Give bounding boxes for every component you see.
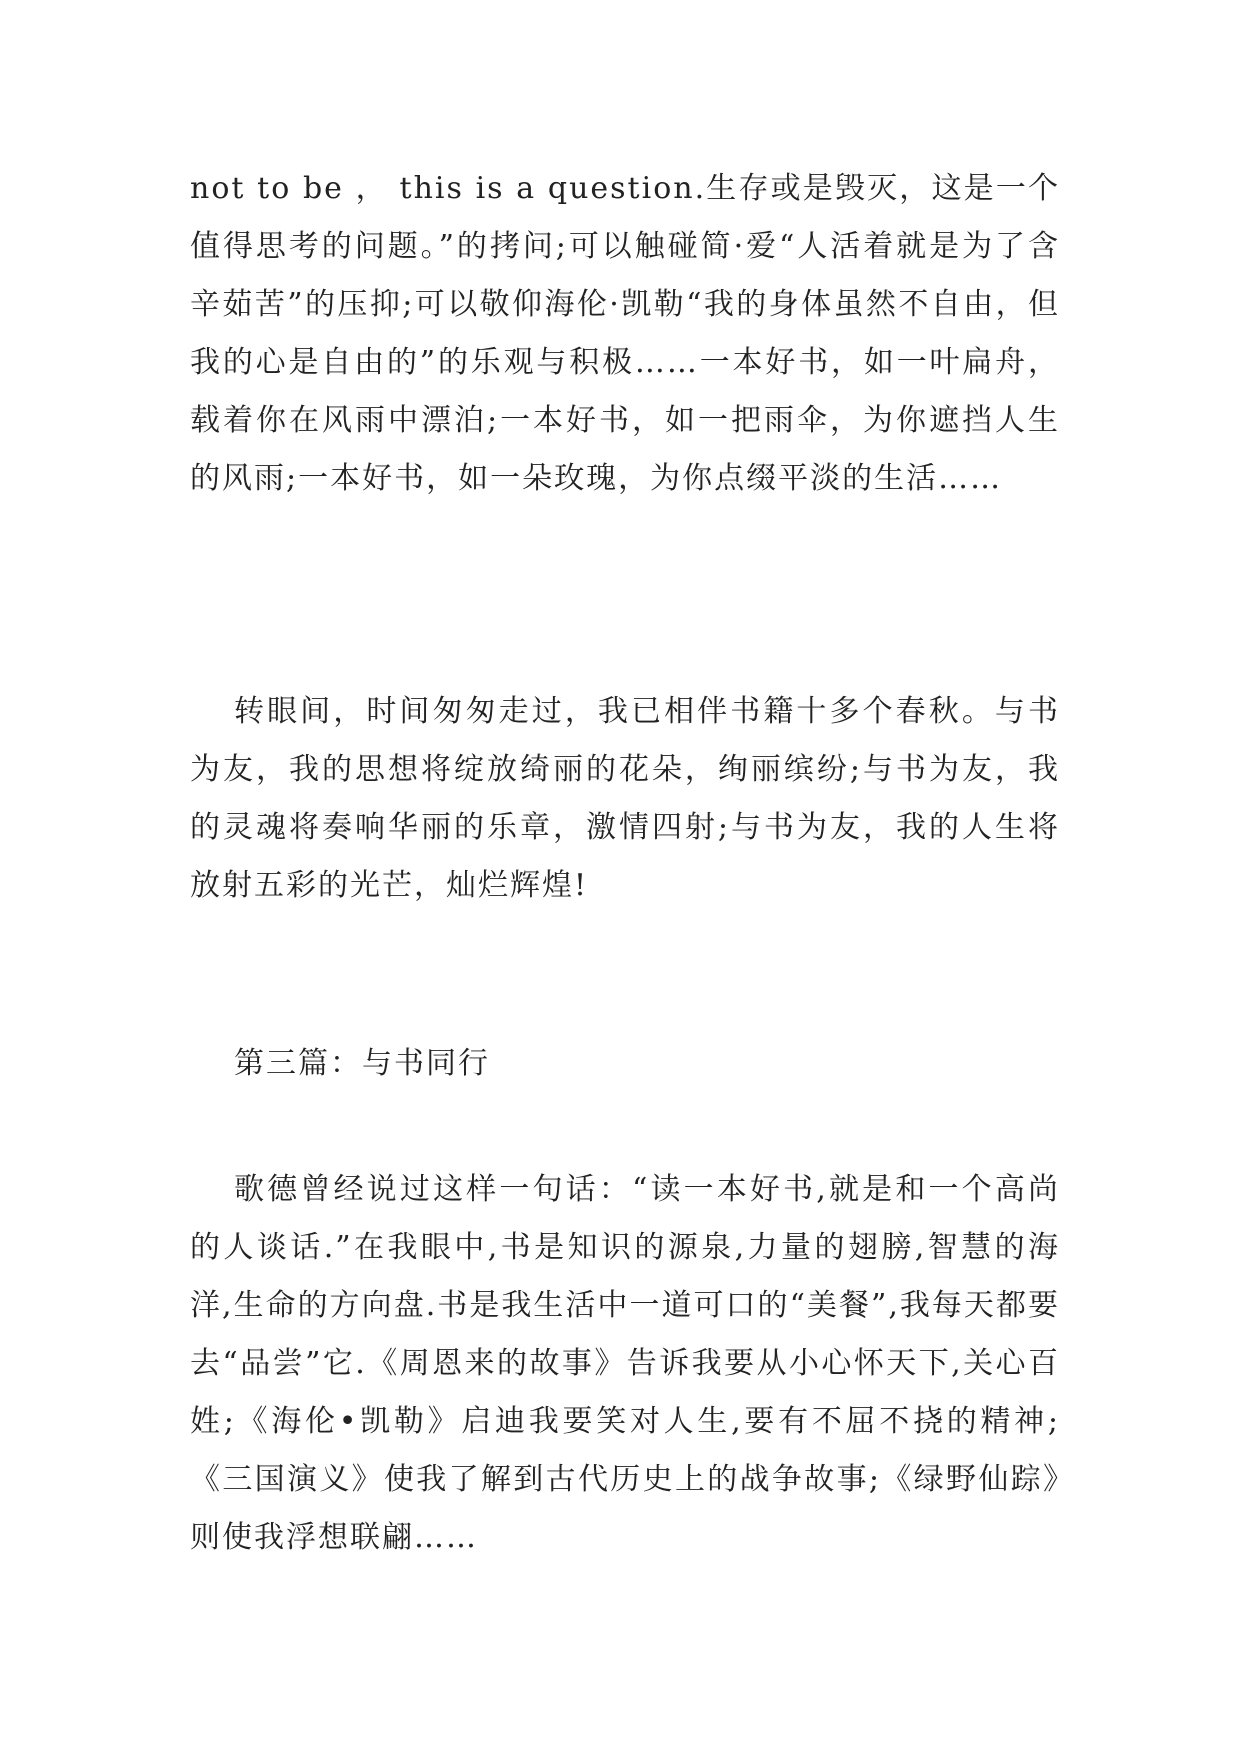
- paragraph-goethe-quote: 歌德曾经说过这样一句话：“读一本好书,就是和一个高尚的人谈话.”在我眼中,书是知识的源泉,力量的翅膀,智慧的海洋,生命的方向盘.书是我生活中一道可口的“美餐”,我每天都要去“品尝”它.《周恩来的故事》告诉我要从小心怀天下,关心百姓;《海伦•凯勒》启迪我要笑对人生,要有不屈不挠的精神;《三国演义》使我了解到古代历史上的战争故事;《绿野仙踪》则使我浮想联翩……: [190, 1172, 1060, 1555]
- paragraph-continuation: not to be ， this is a question.生存或是毁灭，这是一个值得思考的问题。”的拷问;可以触碰简·爱“人活着就是为了含辛茹苦”的压抑;可以敬仰海伦·凯勒“我的身体虽然不自由，但我的心是自由的”的乐观与积极……一本好书，如一叶扁舟，载着你在风雨中漂泊;一本好书，如一把雨伞，为你遮挡人生的风雨;一本好书，如一朵玫瑰，为你点缀平淡的生活……: [190, 171, 1060, 496]
- paragraph-reading-friend: 转眼间，时间匆匆走过，我已相伴书籍十多个春秋。与书为友，我的思想将绽放绮丽的花朵，绚丽缤纷;与书为友，我的灵魂将奏响华丽的乐章，激情四射;与书为友，我的人生将放射五彩的光芒，灿烂辉煌!: [190, 694, 1060, 903]
- section-heading: 第三篇：与书同行: [234, 1046, 490, 1081]
